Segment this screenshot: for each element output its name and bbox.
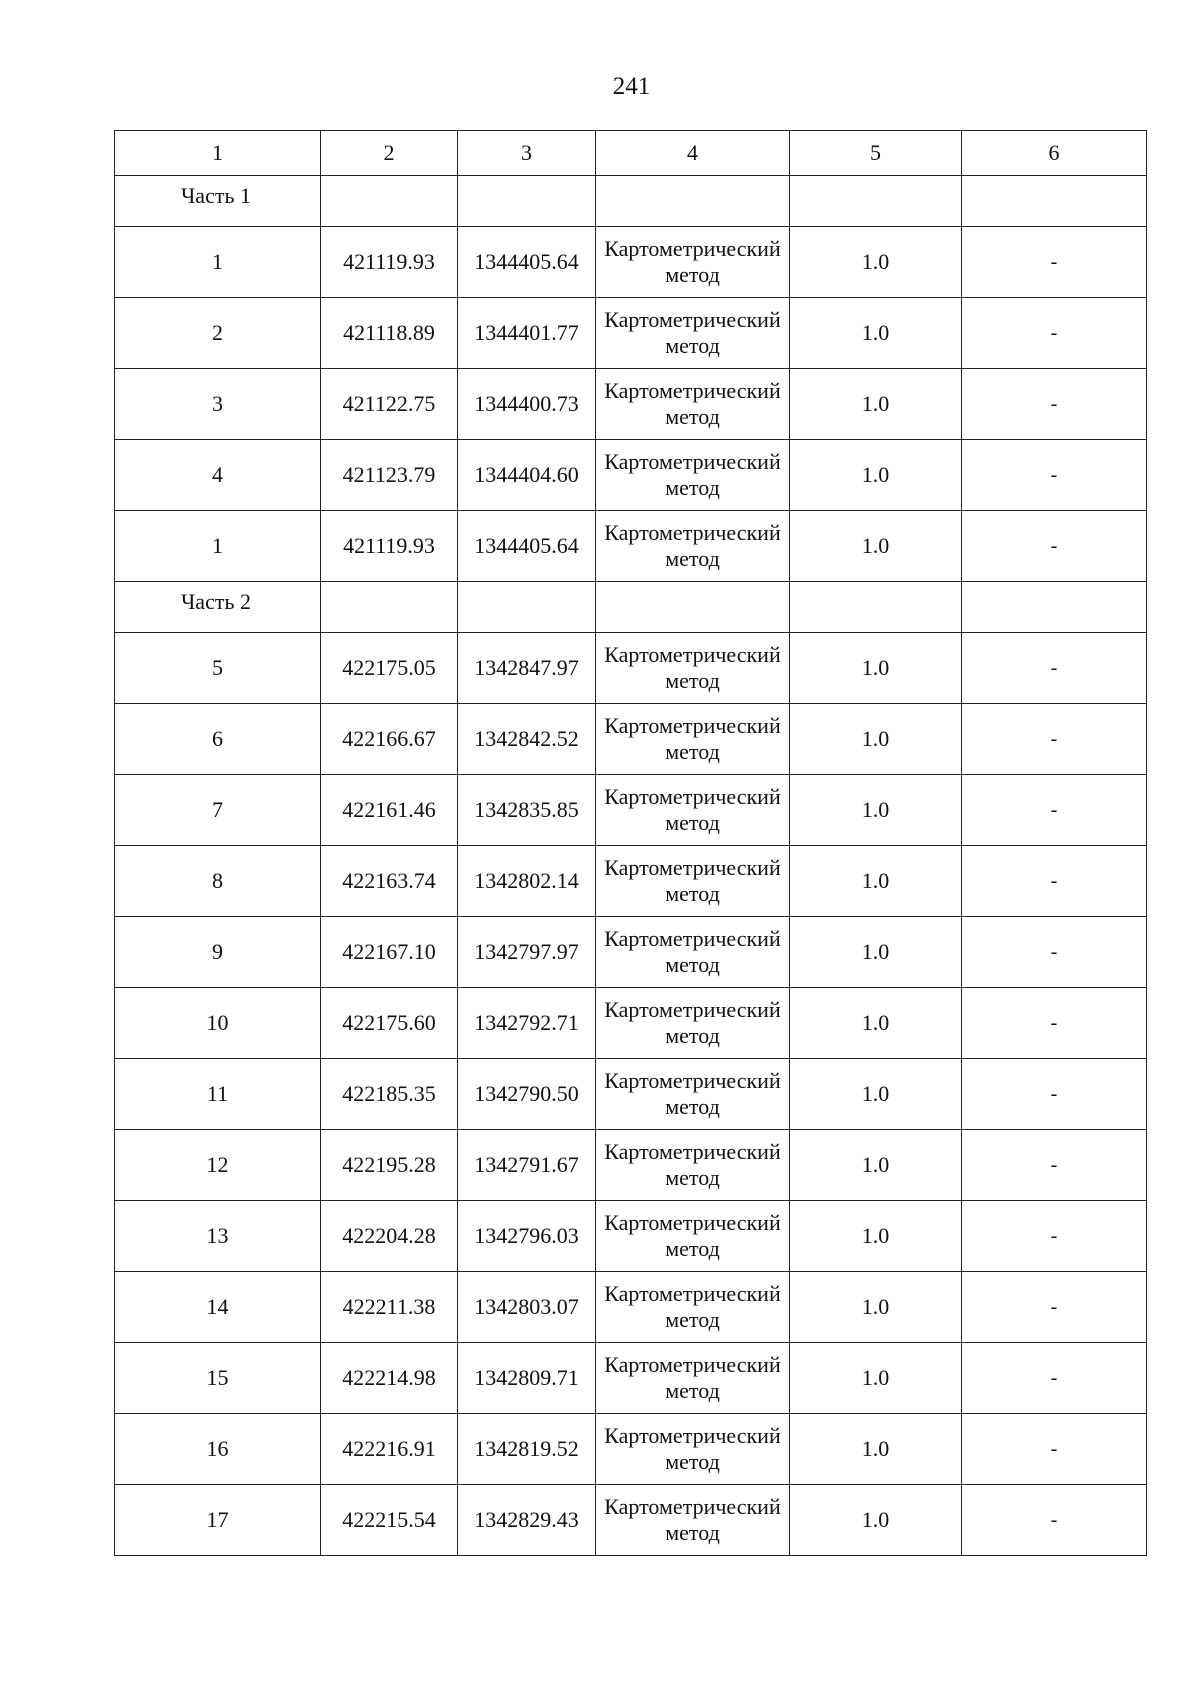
table-row (115, 227, 1147, 298)
header-cell: 5 (790, 131, 962, 176)
point-number-cell: 10 (115, 988, 321, 1059)
x-coordinate-cell: 422175.60 (321, 988, 458, 1059)
x-coordinate-cell: 422167.10 (321, 917, 458, 988)
method-line: метод (665, 262, 720, 287)
x-coordinate-cell: 422215.54 (321, 1485, 458, 1556)
x-coordinate-cell: 421119.93 (321, 511, 458, 582)
x-coordinate-cell: 422211.38 (321, 1272, 458, 1343)
note-cell: - (962, 369, 1147, 440)
table-row (115, 1059, 1147, 1130)
method-line: метод (665, 952, 720, 977)
method-line: Картометрический (604, 997, 781, 1022)
accuracy-cell: 1.0 (790, 988, 962, 1059)
accuracy-cell: 1.0 (790, 917, 962, 988)
header-cell: 6 (962, 131, 1147, 176)
point-number-cell: 8 (115, 846, 321, 917)
note-cell: - (962, 227, 1147, 298)
table-row (115, 1343, 1147, 1414)
y-coordinate-cell: 1342792.71 (458, 988, 596, 1059)
point-number-cell: 11 (115, 1059, 321, 1130)
method-line: метод (665, 1307, 720, 1332)
point-number-cell: 4 (115, 440, 321, 511)
method-cell (596, 846, 790, 917)
method-line: Картометрический (604, 520, 781, 545)
accuracy-cell: 1.0 (790, 227, 962, 298)
accuracy-cell: 1.0 (790, 1485, 962, 1556)
part-label: Часть 1 (115, 176, 321, 227)
point-number-cell: 15 (115, 1343, 321, 1414)
method-line: метод (665, 333, 720, 358)
method-line: метод (665, 810, 720, 835)
x-coordinate-cell: 422214.98 (321, 1343, 458, 1414)
method-cell (596, 298, 790, 369)
method-line: метод (665, 1520, 720, 1545)
method-line: Картометрический (604, 784, 781, 809)
table-row (115, 704, 1147, 775)
note-cell: - (962, 1059, 1147, 1130)
method-line: Картометрический (604, 236, 781, 261)
method-line: метод (665, 546, 720, 571)
x-coordinate-cell: 421122.75 (321, 369, 458, 440)
x-coordinate-cell: 422195.28 (321, 1130, 458, 1201)
empty-cell (458, 582, 596, 633)
note-cell: - (962, 1485, 1147, 1556)
y-coordinate-cell: 1342829.43 (458, 1485, 596, 1556)
method-line: Картометрический (604, 449, 781, 474)
accuracy-cell: 1.0 (790, 1414, 962, 1485)
point-number-cell: 5 (115, 633, 321, 704)
accuracy-cell: 1.0 (790, 633, 962, 704)
note-cell: - (962, 917, 1147, 988)
method-cell (596, 369, 790, 440)
point-number-cell: 16 (115, 1414, 321, 1485)
y-coordinate-cell: 1342847.97 (458, 633, 596, 704)
method-line: метод (665, 1023, 720, 1048)
method-cell (596, 775, 790, 846)
part-row (115, 176, 1147, 227)
table-row (115, 1201, 1147, 1272)
y-coordinate-cell: 1344400.73 (458, 369, 596, 440)
point-number-cell: 9 (115, 917, 321, 988)
note-cell: - (962, 440, 1147, 511)
y-coordinate-cell: 1342809.71 (458, 1343, 596, 1414)
empty-cell (596, 582, 790, 633)
table-row (115, 1130, 1147, 1201)
table-row (115, 440, 1147, 511)
x-coordinate-cell: 422163.74 (321, 846, 458, 917)
empty-cell (790, 176, 962, 227)
method-cell (596, 1485, 790, 1556)
method-line: Картометрический (604, 713, 781, 738)
x-coordinate-cell: 421123.79 (321, 440, 458, 511)
method-cell (596, 227, 790, 298)
method-cell (596, 1414, 790, 1485)
y-coordinate-cell: 1342842.52 (458, 704, 596, 775)
method-cell (596, 440, 790, 511)
method-line: Картометрический (604, 1494, 781, 1519)
x-coordinate-cell: 422175.05 (321, 633, 458, 704)
x-coordinate-cell: 422216.91 (321, 1414, 458, 1485)
note-cell: - (962, 1272, 1147, 1343)
y-coordinate-cell: 1344401.77 (458, 298, 596, 369)
method-line: Картометрический (604, 926, 781, 951)
empty-cell (790, 582, 962, 633)
method-line: метод (665, 1165, 720, 1190)
method-line: Картометрический (604, 1423, 781, 1448)
method-cell (596, 1130, 790, 1201)
method-line: метод (665, 668, 720, 693)
point-number-cell: 17 (115, 1485, 321, 1556)
y-coordinate-cell: 1342790.50 (458, 1059, 596, 1130)
method-line: метод (665, 881, 720, 906)
point-number-cell: 7 (115, 775, 321, 846)
note-cell: - (962, 511, 1147, 582)
method-line: метод (665, 404, 720, 429)
accuracy-cell: 1.0 (790, 1130, 962, 1201)
table-row (115, 1485, 1147, 1556)
y-coordinate-cell: 1342796.03 (458, 1201, 596, 1272)
note-cell: - (962, 704, 1147, 775)
note-cell: - (962, 1201, 1147, 1272)
method-line: Картометрический (604, 307, 781, 332)
method-cell (596, 1059, 790, 1130)
point-number-cell: 12 (115, 1130, 321, 1201)
header-cell: 4 (596, 131, 790, 176)
table-row (115, 633, 1147, 704)
y-coordinate-cell: 1344404.60 (458, 440, 596, 511)
method-cell (596, 633, 790, 704)
method-line: Картометрический (604, 1210, 781, 1235)
method-line: Картометрический (604, 378, 781, 403)
y-coordinate-cell: 1342819.52 (458, 1414, 596, 1485)
coordinates-table (114, 130, 1147, 1556)
header-row (115, 131, 1147, 176)
point-number-cell: 6 (115, 704, 321, 775)
table-row (115, 988, 1147, 1059)
note-cell: - (962, 846, 1147, 917)
method-line: Картометрический (604, 1068, 781, 1093)
page-number: 241 (612, 73, 651, 100)
y-coordinate-cell: 1344405.64 (458, 511, 596, 582)
point-number-cell: 14 (115, 1272, 321, 1343)
method-cell (596, 917, 790, 988)
method-line: метод (665, 475, 720, 500)
accuracy-cell: 1.0 (790, 369, 962, 440)
empty-cell (458, 176, 596, 227)
table-row (115, 1272, 1147, 1343)
y-coordinate-cell: 1342802.14 (458, 846, 596, 917)
x-coordinate-cell: 421118.89 (321, 298, 458, 369)
note-cell: - (962, 775, 1147, 846)
method-line: Картометрический (604, 1139, 781, 1164)
empty-cell (321, 176, 458, 227)
y-coordinate-cell: 1342797.97 (458, 917, 596, 988)
x-coordinate-cell: 422161.46 (321, 775, 458, 846)
accuracy-cell: 1.0 (790, 1343, 962, 1414)
method-cell (596, 1343, 790, 1414)
table-row (115, 1414, 1147, 1485)
table-row (115, 369, 1147, 440)
method-line: метод (665, 1378, 720, 1403)
header-cell: 1 (115, 131, 321, 176)
y-coordinate-cell: 1342791.67 (458, 1130, 596, 1201)
method-cell (596, 1272, 790, 1343)
part-label: Часть 2 (115, 582, 321, 633)
method-line: Картометрический (604, 855, 781, 880)
accuracy-cell: 1.0 (790, 704, 962, 775)
accuracy-cell: 1.0 (790, 1201, 962, 1272)
table-body (115, 131, 1147, 1556)
method-line: Картометрический (604, 642, 781, 667)
method-cell (596, 511, 790, 582)
table-row (115, 511, 1147, 582)
method-cell (596, 704, 790, 775)
empty-cell (962, 176, 1147, 227)
x-coordinate-cell: 421119.93 (321, 227, 458, 298)
method-cell (596, 1201, 790, 1272)
table-row (115, 917, 1147, 988)
method-line: Картометрический (604, 1281, 781, 1306)
method-line: метод (665, 1236, 720, 1261)
point-number-cell: 3 (115, 369, 321, 440)
point-number-cell: 1 (115, 511, 321, 582)
point-number-cell: 2 (115, 298, 321, 369)
note-cell: - (962, 1343, 1147, 1414)
method-cell (596, 988, 790, 1059)
method-line: метод (665, 1449, 720, 1474)
part-row (115, 582, 1147, 633)
y-coordinate-cell: 1342803.07 (458, 1272, 596, 1343)
note-cell: - (962, 298, 1147, 369)
accuracy-cell: 1.0 (790, 440, 962, 511)
header-cell: 2 (321, 131, 458, 176)
note-cell: - (962, 1130, 1147, 1201)
y-coordinate-cell: 1342835.85 (458, 775, 596, 846)
table-row (115, 846, 1147, 917)
y-coordinate-cell: 1344405.64 (458, 227, 596, 298)
note-cell: - (962, 988, 1147, 1059)
method-line: метод (665, 1094, 720, 1119)
method-line: Картометрический (604, 1352, 781, 1377)
accuracy-cell: 1.0 (790, 298, 962, 369)
accuracy-cell: 1.0 (790, 846, 962, 917)
header-cell: 3 (458, 131, 596, 176)
x-coordinate-cell: 422185.35 (321, 1059, 458, 1130)
note-cell: - (962, 633, 1147, 704)
method-line: метод (665, 739, 720, 764)
x-coordinate-cell: 422166.67 (321, 704, 458, 775)
table-row (115, 298, 1147, 369)
accuracy-cell: 1.0 (790, 1272, 962, 1343)
accuracy-cell: 1.0 (790, 511, 962, 582)
empty-cell (962, 582, 1147, 633)
empty-cell (321, 582, 458, 633)
accuracy-cell: 1.0 (790, 775, 962, 846)
point-number-cell: 13 (115, 1201, 321, 1272)
note-cell: - (962, 1414, 1147, 1485)
table-row (115, 775, 1147, 846)
point-number-cell: 1 (115, 227, 321, 298)
empty-cell (596, 176, 790, 227)
accuracy-cell: 1.0 (790, 1059, 962, 1130)
x-coordinate-cell: 422204.28 (321, 1201, 458, 1272)
